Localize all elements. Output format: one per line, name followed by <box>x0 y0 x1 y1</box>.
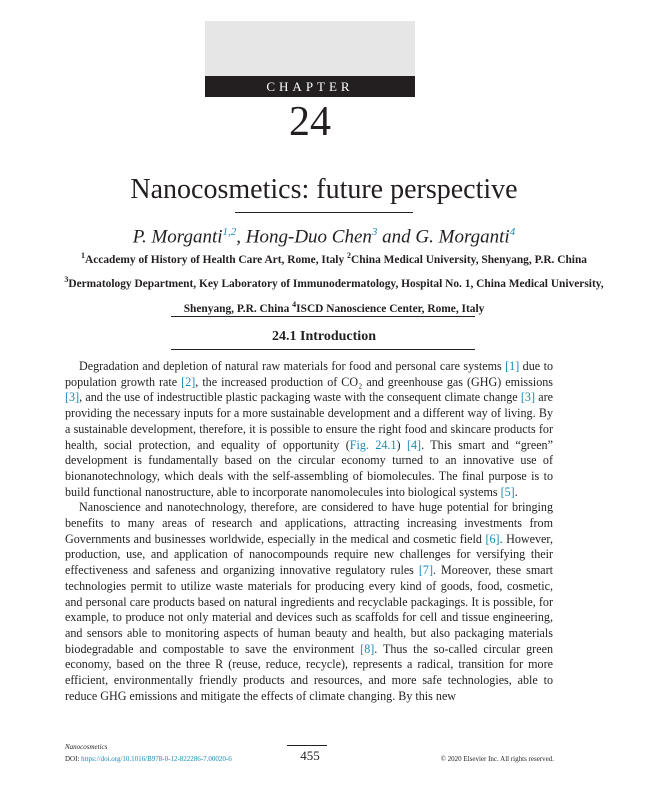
doi-link[interactable]: https://doi.org/10.1016/B978-0-12-822286-7.00020-6 <box>81 755 232 763</box>
authors: P. Morganti$^{1,2}$, Hong-Duo Chen$^3$ and G. Morganti$^4$ <box>132 226 516 248</box>
text-run: . <box>514 484 518 499</box>
citation-link[interactable]: [5] <box>500 484 515 499</box>
affiliation: Accademy of History of Health Care Art, Rome, Italy <box>84 253 345 266</box>
citation-link[interactable]: Fig. 24.1 <box>349 437 397 452</box>
copyright: © 2020 Elsevier Inc. All rights reserved. <box>440 755 554 763</box>
citation-link[interactable]: [7] <box>418 563 434 578</box>
text-run: Degradation and depletion of natural raw materials for food and personal care systems <box>79 359 506 373</box>
citation-link[interactable]: [2] <box>181 374 196 389</box>
section-rule-bottom <box>171 349 475 350</box>
section-rule-top <box>171 316 475 317</box>
author-name: P. Morganti <box>132 226 223 248</box>
affiliation: ISCD Nanoscience Center, Rome, Italy <box>296 302 485 315</box>
title-rule <box>235 212 413 213</box>
author-affil-ref[interactable]: 1,2 <box>222 226 237 238</box>
affiliation: Dermatology Department, Key Laboratory of Immunodermatology, Hospital No. 1, China Medical University, Shenyang, P.R. China <box>68 278 604 315</box>
text-run: due to population growth rate <box>65 359 553 389</box>
affiliation: China Medical University, Shenyang, P.R. China <box>351 253 588 266</box>
doi-line: DOI: https://doi.org/10.1016/B978-0-12-822286-7.00020-6 <box>65 755 232 763</box>
text-run: Nanoscience and nanotechnology, therefore, are considered to have huge potential for bringing benefits to many areas of research and applications, attracting increasing investments from Governments and businesses worldwide, especially in the medical and cosmetic field <box>65 500 553 546</box>
text-run: . This smart and “green” development is fundamentally based on the circular economy turned to an innovative use of bionanotechnology, which deals with the self-assembling of biomolecules. The final purpose is to build functional nanostructure, able to incorporate nanomolecules into biological systems <box>65 437 553 499</box>
text-run: ) <box>396 437 407 452</box>
page-number: 455 <box>300 748 320 763</box>
text-run: are providing the necessary inputs for a more sustainable development and a different way of living. By a sustainable development, therefore, it is possible to ensure the right food and skincare products for health, social protection, and equality of opportunity ( <box>65 390 553 452</box>
paragraph <box>65 359 553 500</box>
citation-link[interactable]: [3] <box>65 390 80 405</box>
text-run: . However, production, use, and application of nanocompounds require new challenges for versifying their effectiveness and safeness and organizing innovative regulatory rules <box>65 531 553 578</box>
text-run: . Moreover, these smart technologies permit to utilize waste materials for producing every kind of goods, food, cosmetic, and personal care products based on natural ingredients and recyclable packagings. It is possible, for example, to produce not only material and devices such as scaffolds for cell and tissue engineering, and sensors able to monitoring aspects of human beauty and health, but also packaging materials biodegradable and compostable to save the environment <box>65 563 553 656</box>
author-name: G. Morganti <box>415 226 510 248</box>
citation-link[interactable]: [1] <box>505 359 520 373</box>
section-heading: 24.1 Introduction <box>272 329 376 344</box>
chapter-number: 24 <box>289 99 331 145</box>
chapter-label: CHAPTER <box>205 76 415 97</box>
text-run: . Thus the so-called circular green economy, based on the three R (reuse, reduce, recycle), represents a radical, transition for more efficient, environmentally friendly products and resources, and more safe technologies, able to reduce GHG emissions and mitigate the effects of climate changing. By this new <box>65 641 553 703</box>
author-affil-ref[interactable]: 4 <box>509 226 516 238</box>
paragraph <box>65 500 553 704</box>
body-text <box>65 359 553 704</box>
author-name: Hong-Duo Chen <box>245 226 372 248</box>
chapter-title: Nanocosmetics: future perspective <box>130 174 518 205</box>
citation-link[interactable]: [3] <box>520 390 535 405</box>
text-run: , the increased production of CO₂ and greenhouse gas (GHG) emissions <box>195 374 554 389</box>
affiliations: $^1$Accademy of History of Health Care Art, Rome, Italy $^2$China Medical University, Shenyang, P.R. China $^3$Dermatology Department, Key Laboratory of Immunodermatology, Hospital No. 1, China Medical University, Shenyang, P.R. China $^4$ISCD Nanoscience Center, Rome, Italy <box>64 251 604 315</box>
text-run: , and the use of indestructible plastic packaging waste with the consequent climate change <box>79 390 521 405</box>
citation-link[interactable]: [8] <box>360 641 375 656</box>
citation-link[interactable]: [4] <box>406 437 422 452</box>
footer-rule <box>287 745 327 746</box>
citation-link[interactable]: [6] <box>485 531 500 546</box>
book-title: Nanocosmetics <box>65 743 108 751</box>
author-affil-ref[interactable]: 3 <box>371 226 378 238</box>
